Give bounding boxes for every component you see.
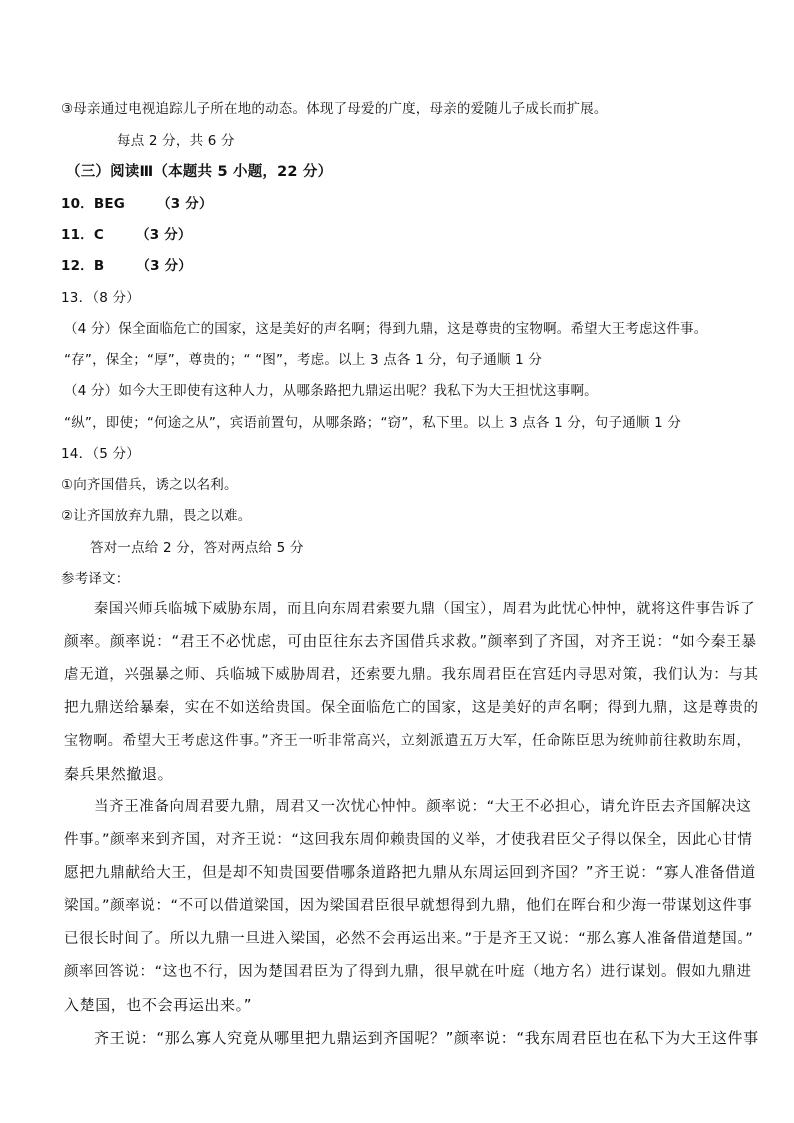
translation-paragraph-2-line-3: 愿把九鼎献给大王，但是却不知贵国要借哪条道路把九鼎从东周运回到齐国？”齐王说：“寡人准备借道	[64, 864, 756, 881]
answer-13-translation-1: （4 分）保全面临危亡的国家，这是美好的声名啊；得到九鼎，这是尊贵的宝物啊。希望大王考虑这件事。	[64, 321, 708, 337]
translation-paragraph-1-line-2: 颜率。颜率说：“君王不必忧虑，可由臣往东去齐国借兵求救。”颜率到了齐国，对齐王说：“如今秦王暴	[64, 633, 757, 650]
answer-12-score: （3 分）	[136, 258, 192, 274]
translation-paragraph-2-line-4: 梁国。”颜率说：“不可以借道梁国，因为梁国君臣很早就想得到九鼎，他们在晖台和少海一带谋划这件事	[64, 898, 753, 914]
translation-paragraph-2-line-1: 当齐王准备向周君要九鼎，周君又一次忧心忡忡。颜率说：“大王不必担心，请允许臣去齐国解决这	[94, 799, 752, 815]
answer-13-scoring-1: “存”，保全；“厚”，尊贵的；“ “图”，考虑。以上 3 点各 1 分，句子通顺 1 分	[64, 352, 543, 368]
score-note-14: 答对一点给 2 分，答对两点给 5 分	[90, 540, 304, 556]
translation-paragraph-1-line-6: 秦兵果然撤退。	[64, 765, 174, 783]
answer-13-scoring-2: “纵”，即使；“何途之从”，宾语前置句，从哪条路；“窃”，私下里。以上 3 点各 1 分，句子通顺 1 分	[64, 415, 682, 431]
translation-paragraph-1-line-3: 虐无道，兴强暴之师、兵临城下威胁周君，还索要九鼎。我东周君臣在宫廷内寻思对策，我们认为：与其	[64, 667, 759, 683]
translation-paragraph-2-line-2: 件事。”颜率来到齐国，对齐王说：“这回我东周仰赖贵国的义举，才使我君臣父子得以保全，因此心甘情	[64, 832, 753, 848]
reference-translation-label: 参考译文：	[61, 571, 130, 587]
answer-10	[61, 195, 213, 213]
translation-paragraph-1-line-1: 秦国兴师兵临城下威胁东周，而且向东周君索要九鼎（国宝），周君为此忧心忡忡，就将这件事告诉了	[94, 601, 756, 617]
score-note-9: 每点 2 分，共 6 分	[117, 133, 235, 149]
answer-12	[61, 257, 192, 275]
translation-paragraph-2-line-7: 入楚国，也不会再运出来。”	[64, 996, 253, 1014]
translation-paragraph-1-line-4: 把九鼎送给暴秦，实在不如送给贵国。保全面临危亡的国家，这是美好的声名啊；得到九鼎，这是尊贵的	[64, 700, 759, 716]
section-heading-reading-3: （三）阅读Ⅲ（本题共 5 小题，22 分）	[66, 164, 333, 180]
answer-line-9-3: ③母亲通过电视追踪儿子所在地的动态。体现了母爱的广度，母亲的爱随儿子成长而扩展。	[61, 101, 608, 117]
answer-10-score: （3 分）	[157, 196, 213, 212]
translation-paragraph-1-line-5: 宝物啊。希望大王考虑这件事。”齐王一听非常高兴，立刻派遣五万大军，任命陈臣思为统帅前往救助东周，	[64, 733, 752, 749]
answer-12-item: 12．B	[61, 258, 105, 274]
answer-14-point-1: ①向齐国借兵，诱之以名利。	[61, 477, 238, 493]
answer-11-item: 11．C	[61, 227, 104, 243]
translation-paragraph-2-line-6: 颜率回答说：“这也不行，因为楚国君臣为了得到九鼎，很早就在叶庭（地方名）进行谋划。假如九鼎进	[64, 964, 752, 980]
answer-14-point-2: ②让齐国放弃九鼎，畏之以难。	[61, 508, 252, 524]
answer-11	[61, 226, 192, 244]
answer-13-translation-2: （4 分）如今大王即使有这种人力，从哪条路把九鼎运出呢？我私下为大王担忧这事啊。	[64, 383, 598, 399]
translation-paragraph-3-line-1: 齐王说：“那么寡人究竟从哪里把九鼎运到齐国呢？”颜率说：“我东周君臣也在私下为大王这件事	[94, 1029, 759, 1047]
answer-10-item: 10．BEG	[61, 196, 126, 212]
answer-11-score: （3 分）	[136, 227, 192, 243]
translation-paragraph-2-line-5: 已很长时间了。所以九鼎一旦进入梁国，必然不会再运出来。”于是齐王又说：“那么寡人准备借道楚国。”	[64, 931, 754, 947]
question-13-heading: 13．（8 分）	[61, 290, 140, 306]
question-14-heading: 14．（5 分）	[61, 446, 140, 462]
